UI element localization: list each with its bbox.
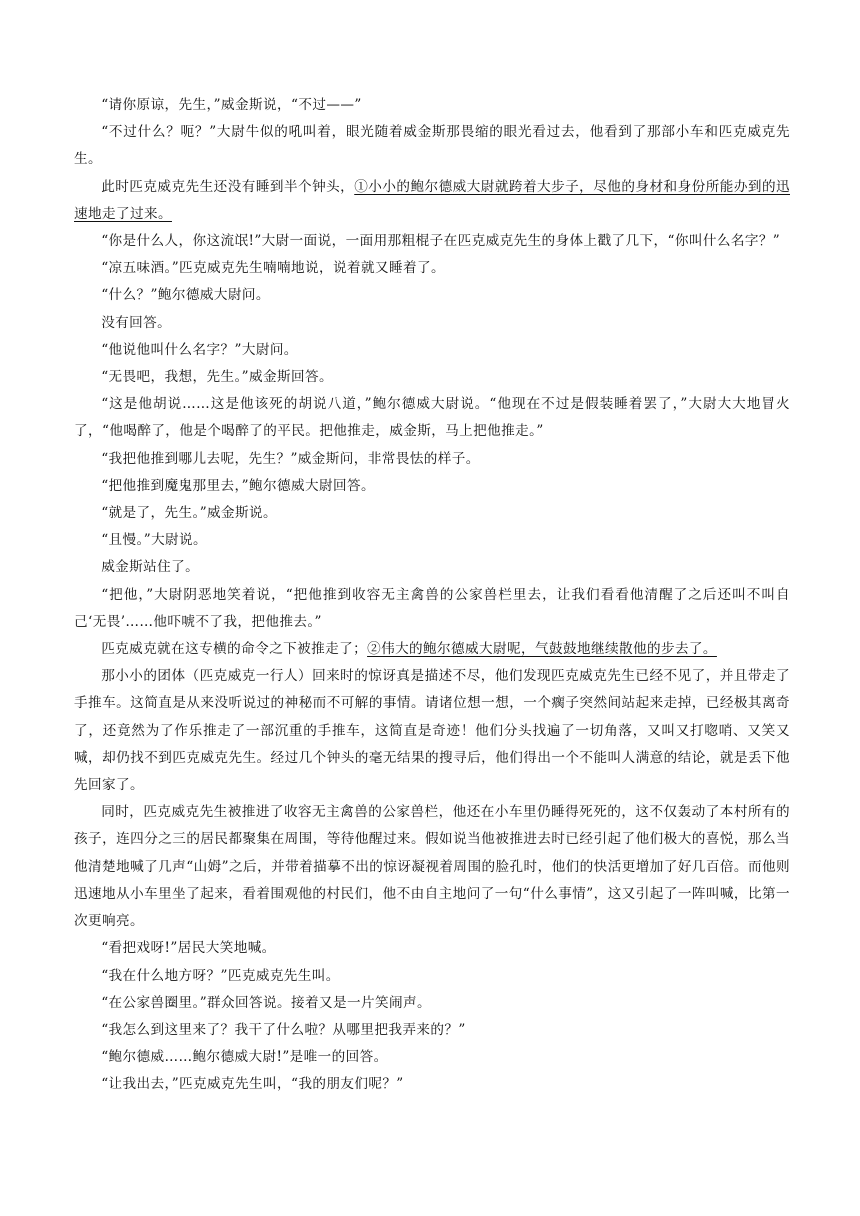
- paragraph: [74, 310, 790, 337]
- paragraph-text: 那小小的团体（匹克威克一行人）回来时的惊讶真是描述不尽，他们发现匹克威克先生已经不见了，并且带走了手推车。这简直是从来没听说过的神秘而不可解的事情。请诸位想一想，一个瘸子突然间站起来走掉，已经极其离奇了，还竟然为了作乐推走了一部沉重的手推车，这简直是奇迹！他们分头找遍了一切角落，又叫又打唿哨、又笑又喊，却仍找不到匹克威克先生。经过几个钟头的毫无结果的搜寻后，他们得出一个不能叫人满意的结论，就是丢下他先回家了。: [74, 668, 790, 794]
- paragraph: [74, 446, 790, 473]
- paragraph-text: “无畏吧，我想，先生。”威金斯回答。: [101, 369, 333, 386]
- paragraph: [74, 337, 790, 364]
- paragraph-text: “我把他推到哪儿去呢，先生？”威金斯问，非常畏怯的样子。: [101, 450, 480, 467]
- paragraph: [74, 364, 790, 391]
- paragraph-text: “且慢。”大尉说。: [101, 532, 208, 549]
- paragraph-text: “让我出去，”匹克威克先生叫，“我的朋友们呢？”: [101, 1076, 404, 1093]
- paragraph-text: 同时，匹克威克先生被推进了收容无主禽兽的公家兽栏，他还在小车里仍睡得死死的，这不仅轰动了本村所有的孩子，连四分之三的居民都聚集在周围，等待他醒过来。假如说当他被推进去时已经引起了他们极大的喜悦，那么当他清楚地喊了几声“山姆”之后，并带着描摹不出的惊讶凝视着周围的脸孔时，他们的快活更增加了好几百倍。而他则迅速地从小车里坐了起来，看着围观他的村民们，他不由自主地问了一句“什么事情”，这又引起了一阵叫喊，比第一次更响亮。: [74, 804, 790, 930]
- paragraph-text: 威金斯站住了。: [101, 559, 200, 576]
- paragraph: [74, 1071, 790, 1098]
- paragraph-text: “请你原谅，先生，”威金斯说，“不过——”: [101, 97, 362, 113]
- paragraph: [74, 391, 790, 445]
- paragraph-text: 没有回答。: [101, 314, 172, 331]
- paragraph: [74, 554, 790, 581]
- paragraph: [74, 990, 790, 1017]
- document-body: [74, 92, 790, 1099]
- paragraph: [74, 527, 790, 554]
- paragraph-text: “我怎么到这里来了？我干了什么啦？从哪里把我弄来的？”: [101, 1021, 466, 1038]
- paragraph: [74, 282, 790, 309]
- paragraph: [74, 174, 790, 228]
- paragraph: [74, 500, 790, 527]
- paragraph: [74, 636, 790, 663]
- paragraph-text: “你是什么人，你这流氓!”大尉一面说，一面用那粗棍子在匹克威克先生的身体上戳了几下，“你叫什么名字？”: [101, 233, 781, 250]
- paragraph-text: “在公家兽圈里。”群众回答说。接着又是一片笑闹声。: [101, 994, 431, 1011]
- paragraph: [74, 799, 790, 935]
- paragraph-text: “什么？”鲍尔德威大尉问。: [101, 287, 270, 304]
- underlined-sentence-2: ②伟大的鲍尔德威大尉呢，气鼓鼓地继续散他的步去了。: [367, 641, 717, 658]
- paragraph: [74, 663, 790, 799]
- paragraph-text: “不过什么？呃？”大尉牛似的吼叫着，眼光随着威金斯那畏缩的眼光看过去，他看到了那部小车和匹克威克先生。: [74, 124, 790, 168]
- paragraph-text: “凉五味酒。”匹克威克先生喃喃地说，说着就又睡着了。: [101, 260, 445, 277]
- paragraph-text: 匹克威克就在这专横的命令之下被推走了；: [101, 641, 368, 658]
- paragraph: [74, 1017, 790, 1044]
- paragraph: [74, 92, 790, 119]
- paragraph-text: “鲍尔德威……鲍尔德威大尉!”是唯一的回答。: [101, 1049, 388, 1066]
- paragraph-text: 此时匹克威克先生还没有睡到半个钟头，: [101, 178, 355, 195]
- paragraph-text: “他说他叫什么名字？”大尉问。: [101, 341, 298, 358]
- paragraph-text: “看把戏呀!”居民大笑地喊。: [101, 940, 276, 957]
- paragraph-text: “我在什么地方呀？”匹克威克先生叫。: [101, 967, 340, 984]
- paragraph: [74, 582, 790, 636]
- paragraph: [74, 935, 790, 962]
- paragraph: [74, 963, 790, 990]
- paragraph: [74, 228, 790, 255]
- paragraph-text: “这是他胡说……这是他该死的胡说八道，”鲍尔德威大尉说。“他现在不过是假装睡着罢了，”大尉大大地冒火了，“他喝醉了，他是个喝醉了的平民。把他推走，威金斯，马上把他推走。”: [74, 396, 790, 440]
- paragraph: [74, 473, 790, 500]
- paragraph: [74, 1044, 790, 1071]
- paragraph-text: “就是了，先生。”威金斯说。: [101, 505, 278, 522]
- paragraph-text: “把他推到魔鬼那里去，”鲍尔德威大尉回答。: [101, 477, 375, 494]
- paragraph: [74, 119, 790, 173]
- paragraph-text: “把他，”大尉阴恶地笑着说，“把他推到收容无主禽兽的公家兽栏里去，让我们看看他清醒了之后还叫不叫自己‘无畏’……他吓唬不了我，把他推去。”: [74, 586, 790, 630]
- paragraph: [74, 255, 790, 282]
- underlined-sentence-1: ①小小的鲍尔德威大尉就跨着大步子，尽他的身材和身份所能办到的迅速地走了过来。: [74, 178, 790, 222]
